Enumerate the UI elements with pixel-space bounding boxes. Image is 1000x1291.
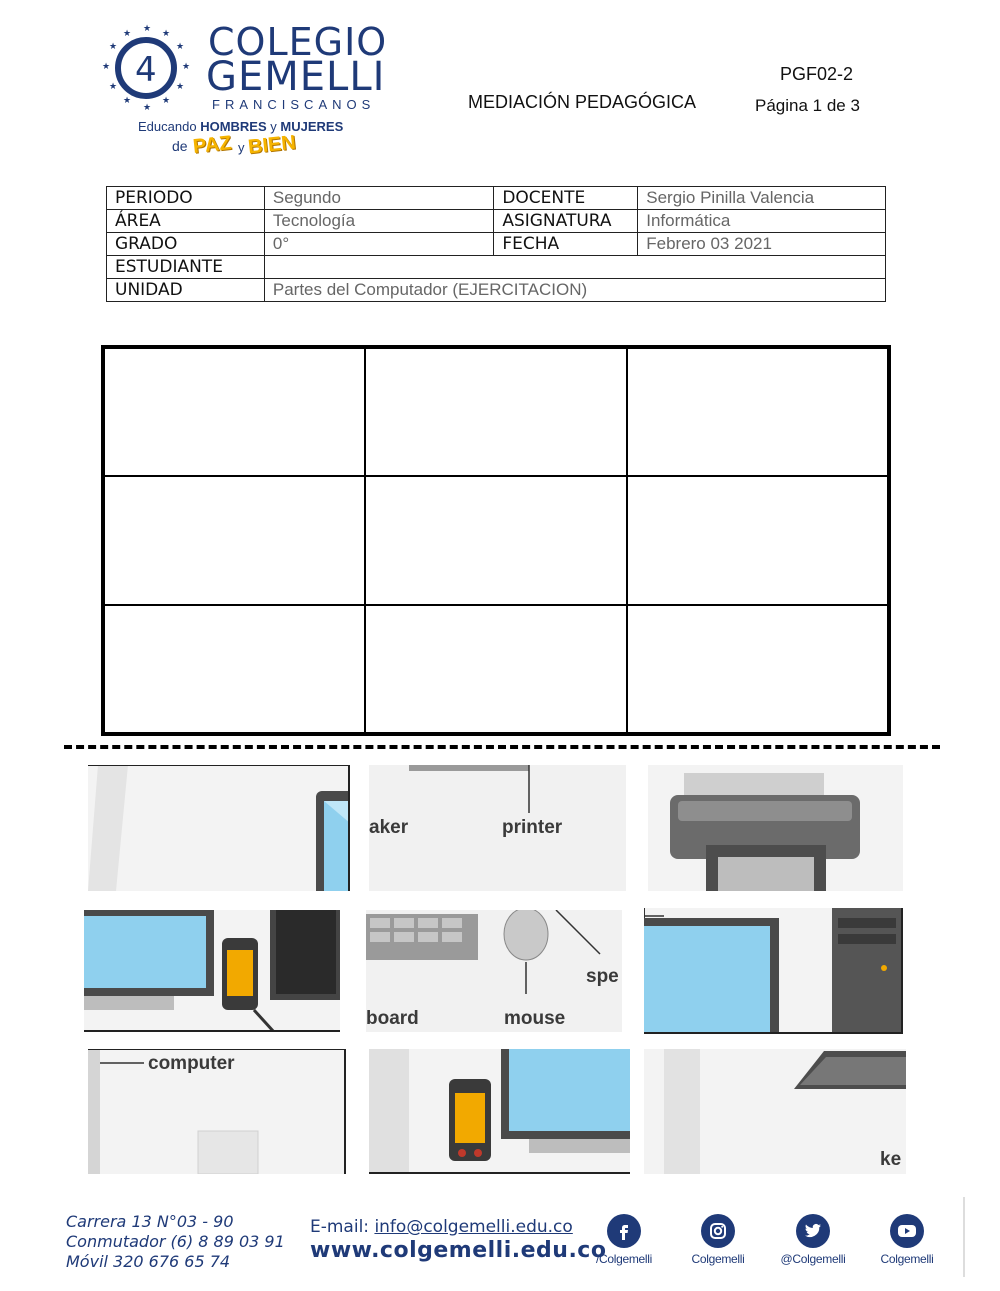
email-link[interactable]: info@colgemelli.edu.co [374,1217,573,1237]
svg-text:★: ★ [143,23,152,33]
area-value: Tecnología [264,210,493,233]
estudiante-label: ESTUDIANTE [107,256,265,279]
youtube-icon [890,1214,924,1248]
svg-text:★: ★ [109,81,118,91]
drop-cell-3[interactable] [627,348,888,476]
periodo-label: PERIODO [107,187,265,210]
drop-cell-8[interactable] [365,605,626,733]
puzzle-piece-1[interactable] [88,765,350,891]
logo-motto-bien: BIEN [246,131,297,159]
svg-text:★: ★ [109,41,118,51]
youtube-handle: Colgemelli [880,1252,934,1266]
piece-label-speaker: aker [369,817,409,838]
grado-label: GRADO [107,233,265,256]
puzzle-piece-9[interactable] [644,1049,906,1174]
logo-motto-paz: PAZ [191,132,233,158]
logo-motto-de: de [172,138,188,154]
piece-label-speaker-2: spe [586,966,619,987]
twitter-link[interactable] [773,1214,853,1266]
info-table [106,186,886,302]
svg-text:★: ★ [102,61,111,71]
facebook-icon [607,1214,641,1248]
docente-value: Sergio Pinilla Valencia [638,187,886,210]
keyboard-icon [644,1049,906,1174]
twitter-handle: @Colgemelli [780,1252,846,1266]
footer-phone: Conmutador (6) 8 89 03 91 [66,1232,285,1251]
table-row [107,279,886,302]
document-title: MEDIACIÓN PEDAGÓGICA [468,92,697,112]
svg-text:★: ★ [176,41,185,51]
email-label: E-mail: [310,1217,370,1237]
puzzle-piece-2[interactable] [369,765,626,891]
drop-cell-6[interactable] [627,476,888,604]
fecha-value: Febrero 03 2021 [638,233,886,256]
piece-label-printer: printer [502,817,563,838]
table-row [107,187,886,210]
printer-icon [648,765,903,891]
svg-text:★: ★ [123,28,132,38]
estudiante-field[interactable] [264,256,885,279]
facebook-handle: /Colgemelli [595,1252,653,1266]
fecha-label: FECHA [494,233,638,256]
puzzle-piece-6[interactable] [644,908,903,1034]
periodo-value: Segundo [264,187,493,210]
puzzle-piece-5[interactable] [366,910,622,1032]
svg-text:★: ★ [143,102,152,112]
piece-label-keyboard-2: ke [880,1149,902,1170]
instagram-handle: Colgemelli [691,1252,745,1266]
youtube-link[interactable] [867,1214,947,1266]
document-code: PGF02-2 [780,64,854,84]
svg-text:★: ★ [162,95,171,105]
logo-motto-y: y [238,140,245,155]
speaker-icon [84,910,340,1032]
logo-line-colegio: COLEGIO [208,20,388,64]
computer-tower-icon [644,908,903,1034]
page-number: Página 1 de 3 [755,96,860,115]
drop-cell-4[interactable] [104,476,365,604]
school-emblem-icon [96,22,196,112]
instagram-icon [701,1214,735,1248]
area-label: ÁREA [107,210,265,233]
monitor-image [88,765,350,891]
emblem-number: 4 [135,50,157,90]
drop-cell-7[interactable] [104,605,365,733]
puzzle-piece-3[interactable] [648,765,903,891]
footer-divider [963,1197,965,1277]
drop-cell-1[interactable] [104,348,365,476]
puzzle-piece-4[interactable] [84,910,340,1032]
unidad-label: UNIDAD [107,279,265,302]
grado-value: 0° [264,233,493,256]
speaker-monitor-image [369,1049,630,1174]
footer-email [310,1217,573,1237]
asignatura-value: Informática [638,210,886,233]
mouse-icon [366,910,622,1032]
puzzle-piece-8[interactable] [369,1049,630,1174]
instagram-link[interactable] [678,1214,758,1266]
table-row [107,210,886,233]
piece-label-mouse: mouse [504,1008,566,1029]
svg-text:★: ★ [162,28,171,38]
docente-label: DOCENTE [494,187,638,210]
puzzle-drop-grid [101,345,891,736]
footer-mobile: Móvil 320 676 65 74 [66,1252,231,1271]
svg-text:★: ★ [176,81,185,91]
table-row [107,233,886,256]
asignatura-label: ASIGNATURA [494,210,638,233]
logo-line-franciscanos: FRANCISCANOS [212,97,376,112]
unidad-value: Partes del Computador (EJERCITACION) [264,279,885,302]
drop-cell-9[interactable] [627,605,888,733]
cut-line [64,745,940,749]
svg-text:★: ★ [182,61,191,71]
svg-text:★: ★ [123,95,132,105]
table-row [107,256,886,279]
twitter-icon [796,1214,830,1248]
footer-address: Carrera 13 N°03 - 90 [66,1212,234,1231]
piece-label-computer: computer [148,1053,235,1074]
piece-label-keyboard: board [366,1008,419,1029]
drop-cell-2[interactable] [365,348,626,476]
facebook-link[interactable] [584,1214,664,1266]
drop-cell-5[interactable] [365,476,626,604]
website-link[interactable]: www.colgemelli.edu.co [310,1238,607,1263]
puzzle-piece-7[interactable] [88,1049,346,1174]
logo-line-gemelli: GEMELLI [206,54,386,100]
logo-motto: Educando HOMBRES y MUJERES [138,119,344,134]
